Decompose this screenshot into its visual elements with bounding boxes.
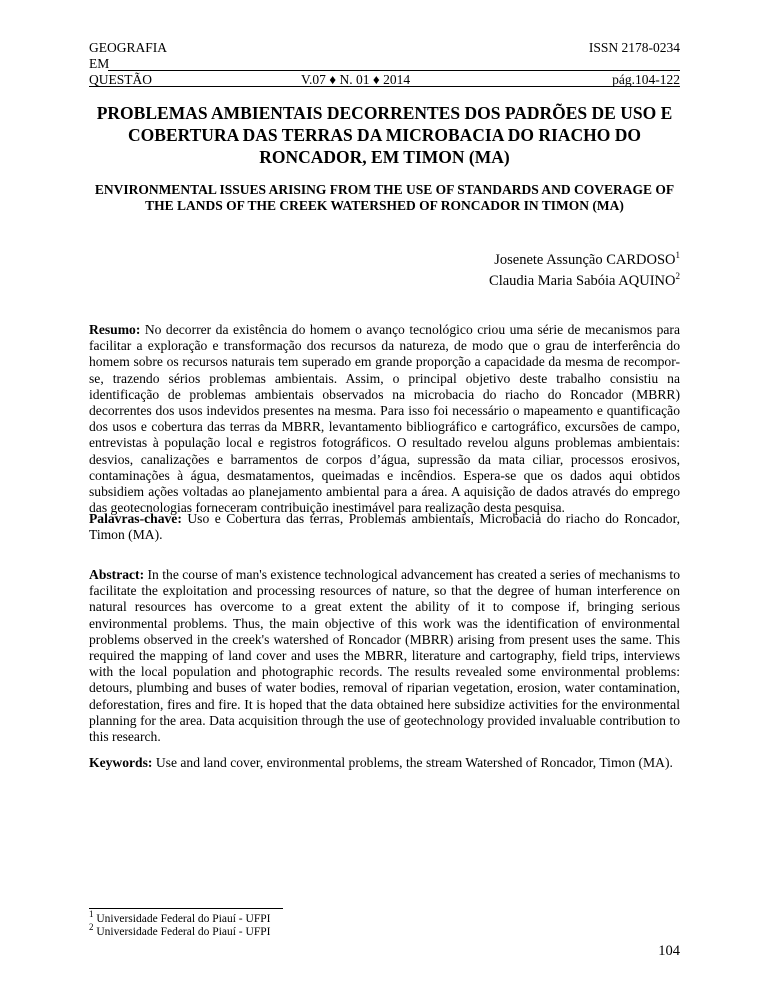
- journal-name-line-1: GEOGRAFIA: [89, 40, 168, 55]
- journal-name: [89, 40, 167, 88]
- abstract-paragraph: [89, 567, 680, 745]
- keywords-text: Use and land cover, environmental problems, the stream Watershed of Roncador, Timon (MA).: [152, 755, 673, 770]
- title-portuguese: PROBLEMAS AMBIENTAIS DECORRENTES DOS PADRÕES DE USO E COBERTURA DAS TERRAS DA MICROBACIA DO RIACHO DO RONCADOR, EM TIMON (MA): [96, 103, 673, 167]
- footnote-2-text: Universidade Federal do Piauí - UFPI: [93, 926, 271, 938]
- footnote-divider: [89, 908, 283, 909]
- author-1: [489, 250, 680, 271]
- keywords-label: Keywords:: [89, 755, 153, 770]
- author-1-footnote-mark: 1: [675, 250, 680, 261]
- author-2-footnote-mark: 2: [675, 271, 680, 282]
- resumo-paragraph: [89, 322, 680, 516]
- authors: [489, 250, 680, 292]
- title-english: ENVIRONMENTAL ISSUES ARISING FROM THE USE OF STANDARDS AND COVERAGE OF THE LANDS OF THE CREEK WATERSHED OF RONCADOR IN TIMON (MA): [94, 182, 675, 213]
- palavras-chave-text: Uso e Cobertura das terras, Problemas ambientais, Microbacia do riacho do Roncador, Timon (MA).: [89, 511, 680, 543]
- resumo-label: Resumo:: [89, 322, 141, 337]
- footnote-1: [89, 909, 271, 926]
- issn: ISSN 2178-0234: [588, 40, 680, 55]
- author-2-name: Claudia Maria Sabóia AQUINO: [489, 273, 676, 289]
- journal-name-line-2: EM: [89, 56, 110, 71]
- author-2: [489, 271, 680, 292]
- journal-name-line-3: QUESTÃO: [89, 72, 152, 87]
- palavras-chave-paragraph: [89, 511, 680, 543]
- palavras-chave-label: Palavras-chave:: [89, 511, 182, 526]
- resumo-text: No decorrer da existência do homem o avanço tecnológico criou uma série de mecanismos para facilitar a exploração e transformação dos recursos da natureza, de modo que o grau de interferência do homem sobre os recursos naturais tem superado em grande proporção a capacidade da mesma de recompor-se, trazendo sérios problemas ambientais. Assim, o principal objetivo deste trabalho consistiu na identificação de problemas ambientais observados na microbacia do riacho do Roncador (MBRR) decorrentes dos usos indevidos presentes na mesma. Para isso foi necessário o mapeamento e quantificação dos usos e cobertura das terras da MBRR, levantamento bibliográfico e cartográfico, excursões de campo, entrevistas à população local e registros fotográficos. O resultado revelou alguns problemas ambientais: desvios, canalizações e barramentos de corpos d’água, supressão da mata ciliar, processos erosivos, contaminações à água, desmatamentos, queimadas e incêndios. Espera-se que os dados aqui obtidos subsidiem ações voltadas ao planejamento ambiental para a área. A aquisição de dados através do emprego das geotecnologias forneceram contribuição inestimável para realização desta pesquisa.: [89, 322, 680, 516]
- author-1-name: Josenete Assunção CARDOSO: [494, 252, 676, 268]
- footnote-1-text: Universidade Federal do Piauí - UFPI: [93, 913, 271, 925]
- footnote-2-mark: 2: [89, 922, 94, 933]
- header-divider: [89, 86, 680, 87]
- footnote-2: [89, 922, 271, 939]
- page-number: 104: [658, 943, 680, 959]
- page-range: pág.104-122: [612, 72, 680, 87]
- keywords-paragraph: [89, 755, 680, 771]
- footnote-1-mark: 1: [89, 909, 94, 920]
- header-divider-upper: [108, 70, 680, 71]
- abstract-text: In the course of man's existence technological advancement has created a series of mechanisms to facilitate the exploitation and processing resources of nature, so that the degree of human interference on natural resources has overcome to a great extent the ability of it to compose if, bringing serious environmental problems. Thus, the main objective of this work was the identification of environmental problems observed in the creek's watershed of Roncador (MBRR) arising from present uses the same. This required the mapping of land cover and uses the MBRR, literature and cartography, field trips, interviews with the local population and photographic records. The results revealed some environmental problems: detours, plumbing and buses of water bodies, removal of riparian vegetation, erosion, water contamination, deforestation, fires and fire. It is hoped that the data obtained here subsidize activities for the environmental planning for the area. Data acquisition through the use of geotechnology provided invaluable contribution to this research.: [89, 567, 680, 745]
- footnotes: [89, 909, 271, 939]
- volume-issue: V.07 ♦ N. 01 ♦ 2014: [301, 72, 411, 87]
- abstract-label: Abstract:: [89, 567, 145, 582]
